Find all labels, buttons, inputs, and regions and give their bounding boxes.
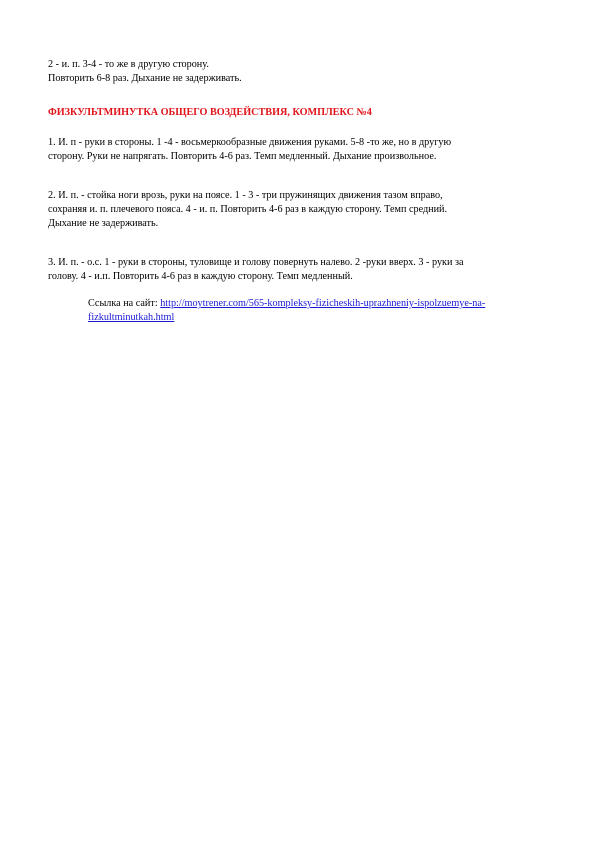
exercise-2-line-3: Дыхание не задерживать. (48, 218, 159, 229)
source-link[interactable]: http://moytrener.com/565-kompleksy-fizicheskih-uprazhneniy-ispolzuemye-na- (160, 298, 486, 309)
source-link-continued[interactable]: fizkultminutkah.html (88, 312, 175, 323)
section-heading: ФИЗКУЛЬТМИНУТКА ОБЩЕГО ВОЗДЕЙСТВИЯ, КОМПЛЕКС №4 (48, 107, 372, 118)
exercise-3-line-1: 3. И. п. - о.с. 1 - руки в стороны, туловище и голову повернуть налево. 2 -руки вверх. 3 - руки за (48, 257, 464, 268)
exercise-3-line-2: голову. 4 - и.п. Повторить 4-6 раз в каждую сторону. Темп медленный. (48, 271, 353, 282)
source-line-2 (88, 311, 174, 325)
exercise-1-line-1: 1. И. п - руки в стороны. 1 -4 - восьмеркообразные движения руками. 5-8 -то же, но в другую (48, 137, 452, 148)
source-label: Ссылка на сайт: (88, 298, 161, 309)
source-line (88, 297, 485, 311)
exercise-2-line-2: сохраняя и. п. плечевого пояса. 4 - и. п. Повторить 4-6 раз в каждую сторону. Темп средний. (48, 204, 448, 215)
exercise-2-line-1: 2. И. п. - стойка ноги врозь, руки на поясе. 1 - 3 - три пружинящих движения тазом вправо, (48, 190, 443, 201)
text-line: Повторить 6-8 раз. Дыхание не задерживать. (48, 73, 242, 84)
exercise-1-line-2: сторону. Руки не напрягать. Повторить 4-6 раз. Темп медленный. Дыхание произвольное. (48, 151, 437, 162)
text-line: 2 - и. п. 3-4 - то же в другую сторону. (48, 59, 209, 70)
